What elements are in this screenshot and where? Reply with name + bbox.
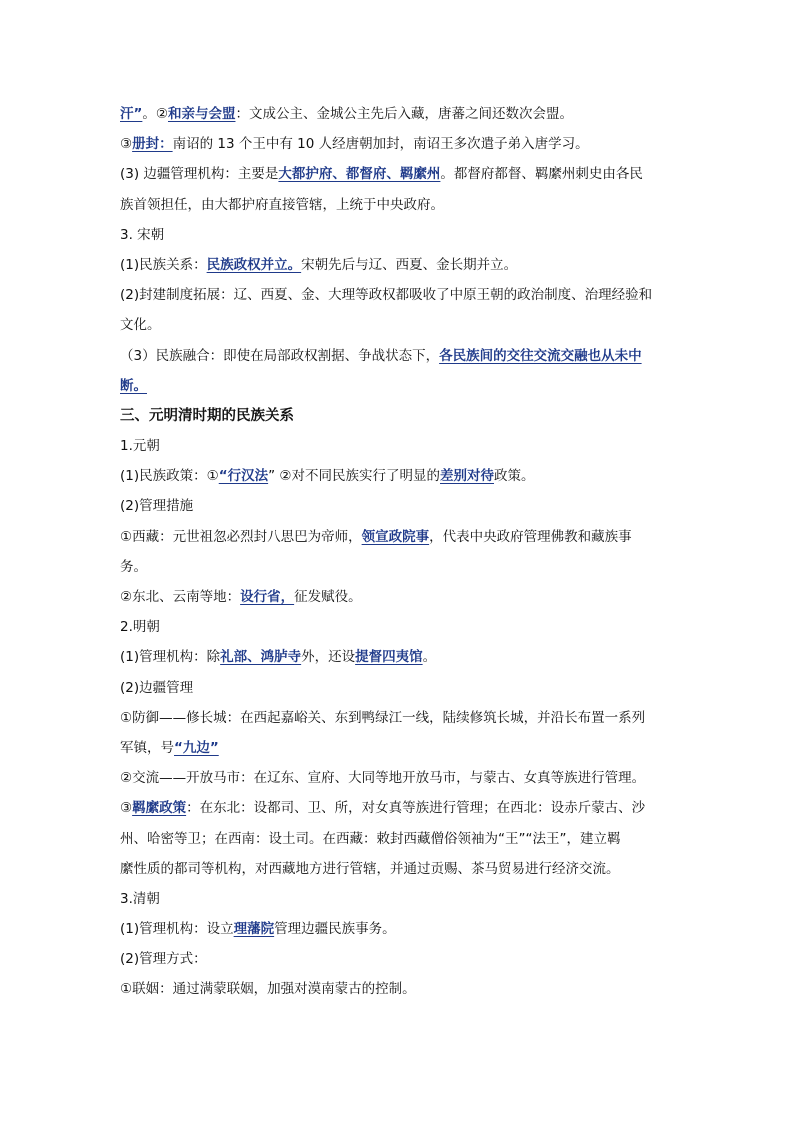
body-text: 务。 [120, 558, 147, 575]
body-text: 族首领担任，由大都护府直接管辖，上统于中央政府。 [120, 196, 444, 213]
keyword-text: 礼部、鸿胪寺 [220, 649, 302, 666]
body-text: 縻性质的都司等机构，对西藏地方进行管辖，并通过贡赐、茶马贸易进行经济交流。 [120, 860, 620, 877]
keyword-text: “九边” [174, 739, 219, 756]
text-line [120, 642, 680, 672]
keyword-text: 和亲与会盟 [167, 106, 236, 122]
body-text: (1)管理机构：除 [120, 649, 221, 666]
keyword-text: 设行省， [240, 589, 295, 605]
body-text: ①联姻：通过满蒙联姻，加强对漠南蒙古的控制。 [120, 981, 416, 998]
text-line [120, 129, 680, 159]
body-text: 州、哈密等卫；在西南：设土司。在西藏：敕封西藏僧俗领袖为“王”“法王”，建立羁 [120, 830, 621, 847]
body-text: ，代表中央政府管理佛教和藏族事 [429, 528, 632, 545]
text-line [120, 220, 680, 250]
body-text: 三、元明清时期的民族关系 [120, 407, 294, 424]
body-text: 2.明朝 [120, 619, 160, 636]
body-text: 南诏的 13 个王中有 10 人经唐朝加封，南诏王多次遣子弟入唐学习。 [172, 136, 589, 153]
body-text: ①防御——修长城：在西起嘉峪关、东到鸭绿江一线，陆续修筑长城，并沿长布置一系列 [120, 709, 646, 726]
body-text: ③ [120, 800, 133, 817]
document-body [120, 99, 680, 1005]
keyword-text: 汗” [120, 106, 143, 122]
body-text: (3) 边疆管理机构：主要是 [120, 166, 279, 183]
body-text: 文化。 [120, 317, 161, 334]
text-line [120, 461, 680, 491]
body-text: 政策。 [494, 468, 535, 485]
body-text: ” ②对不同民族实行了明显的 [268, 468, 440, 485]
body-text: ：在东北：设都司、卫、所，对女真等族进行管理；在西北：设赤斤蒙古、沙 [186, 800, 646, 817]
body-text: 军镇，号 [120, 739, 174, 756]
keyword-text: 册封： [132, 136, 173, 153]
text-line [120, 854, 680, 884]
body-text: ①西藏：元世祖忽必烈封八思巴为帝师， [120, 528, 362, 545]
body-text: (2)管理方式： [120, 951, 207, 968]
text-line [120, 552, 680, 582]
text-line [120, 673, 680, 703]
body-text: 。 [422, 649, 437, 666]
text-line [120, 793, 680, 823]
keyword-text: 断。 [120, 377, 147, 394]
text-line [120, 944, 680, 974]
text-line [120, 431, 680, 461]
keyword-text: 民族政权并立。 [206, 256, 302, 273]
text-line [120, 884, 680, 914]
text-line [120, 341, 680, 371]
body-text: 征发赋役。 [294, 589, 362, 605]
text-line [120, 190, 680, 220]
body-text: ②交流——开放马市：在辽东、宣府、大同等地开放马市，与蒙古、女真等族进行管理。 [120, 770, 646, 787]
keyword-text: 羁縻政策 [132, 800, 187, 817]
text-line [120, 612, 680, 642]
keyword-text: 提督四夷馆 [355, 649, 423, 666]
keyword-text: “行汉法 [218, 468, 269, 485]
text-line [120, 974, 680, 1004]
text-line [120, 491, 680, 521]
text-line [120, 703, 680, 733]
text-line [120, 250, 680, 280]
body-text: ②东北、云南等地： [120, 589, 241, 605]
body-text: 3. 宋朝 [120, 226, 165, 243]
body-text: 宋朝先后与辽、西夏、金长期并立。 [301, 256, 518, 273]
body-text: 管理边疆民族事务。 [274, 921, 396, 938]
text-line [120, 522, 680, 552]
body-text: (2)边疆管理 [120, 679, 194, 696]
body-text: 。都督府都督、羁縻州刺史由各民 [440, 166, 643, 183]
text-line [120, 733, 680, 763]
text-line [120, 582, 680, 612]
text-line [120, 159, 680, 189]
section-heading [120, 401, 680, 431]
keyword-text: 各民族间的交往交流交融也从未中 [439, 347, 642, 364]
text-line [120, 914, 680, 944]
text-line [120, 763, 680, 793]
text-line [120, 99, 680, 129]
text-line [120, 310, 680, 340]
body-text: 外，还设 [301, 649, 356, 666]
body-text: (1)管理机构：设立 [120, 921, 234, 938]
keyword-text: 理藩院 [233, 921, 275, 938]
body-text: (2)管理措施 [120, 498, 194, 515]
body-text: （3）民族融合：即使在局部政权割据、争战状态下， [120, 347, 440, 364]
body-text: 1.元朝 [120, 438, 160, 455]
text-line [120, 824, 680, 854]
body-text: ：文成公主、金城公主先后入藏，唐蕃之间还数次会盟。 [235, 106, 573, 122]
body-text: 3.清朝 [120, 890, 160, 907]
body-text: (1)民族关系： [120, 256, 207, 273]
body-text: 。② [142, 106, 168, 122]
keyword-text: 差别对待 [440, 468, 494, 485]
body-text: (2)封建制度拓展：辽、西夏、金、大理等政权都吸收了中原王朝的政治制度、治理经验和 [120, 287, 653, 304]
text-line [120, 371, 680, 401]
body-text: (1)民族政策：① [120, 468, 219, 485]
keyword-text: 大都护府、都督府、羁縻州 [278, 166, 441, 183]
body-text: ③ [120, 136, 133, 153]
text-line [120, 280, 680, 310]
keyword-text: 领宣政院事 [361, 528, 430, 545]
